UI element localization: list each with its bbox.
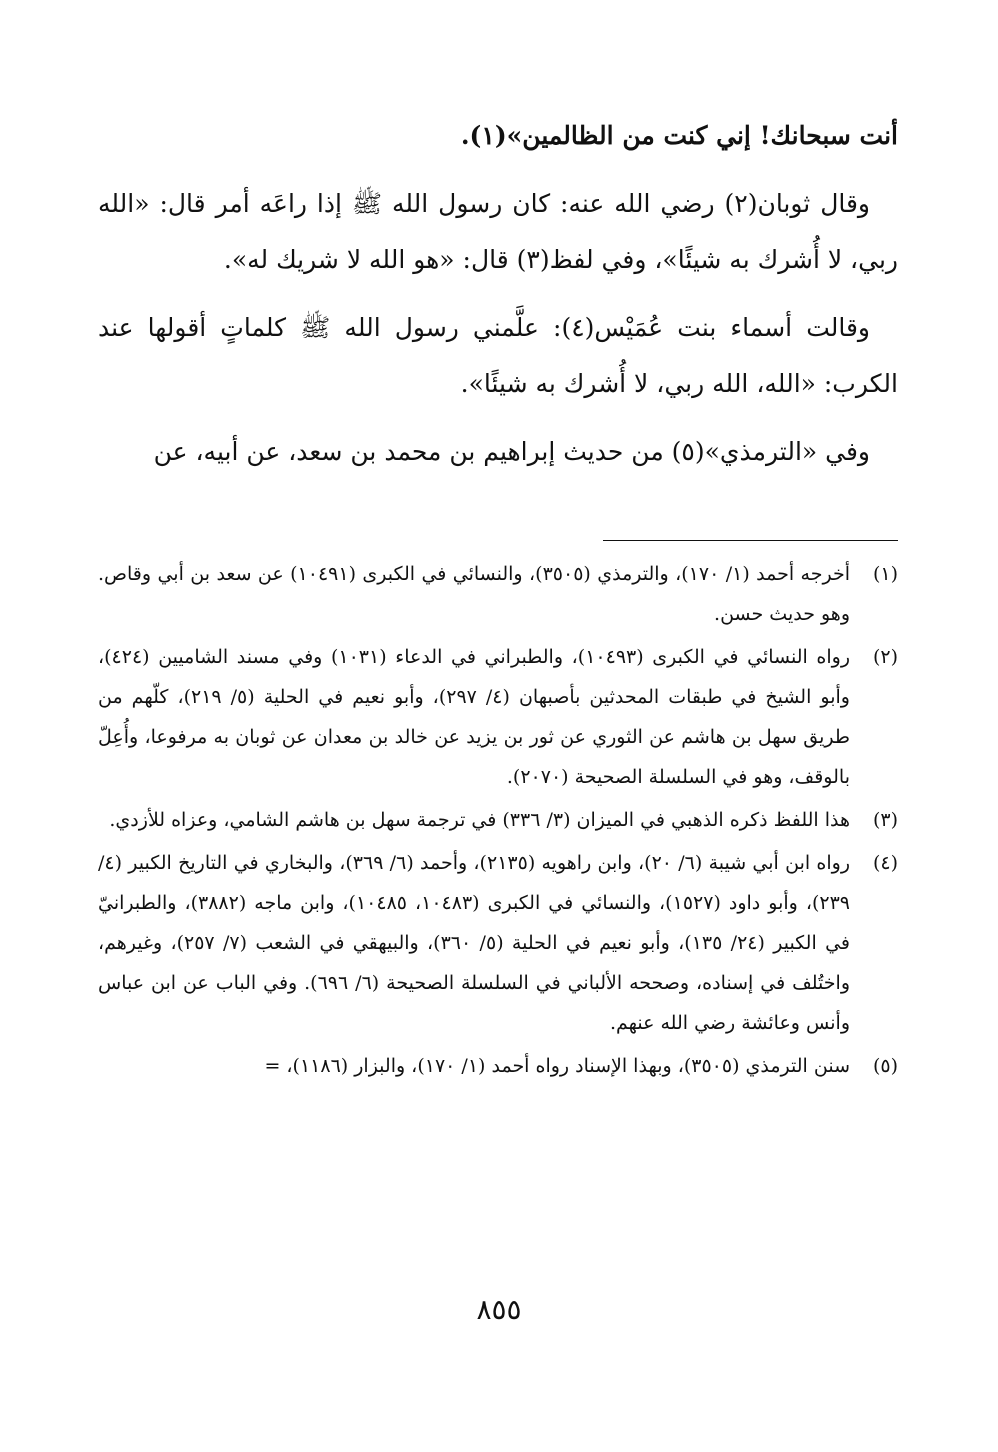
footnote-text: رواه ابن أبي شيبة (٦/ ٢٠)، وابن راهويه (٢١٣٥)، وأحمد (٦/ ٣٦٩)، والبخاري في التاريخ الكبير (٤/ ٢٣٩)، وأبو داود (١٥٢٧)، والنسائي في الكبرى (١٠٤٨٣، ١٠٤٨٥)، وابن ماجه (٣٨٨٢)، والطبرانيّ في الكبير (٢٤/ ١٣٥)، وأبو نعيم في الحلية (٥/ ٣٦٠)، والبيهقي في الشعب (٧/ ٢٥٧)، وغيرهم، واختُلف في إسناده، وصححه الألباني في السلسلة الصحيحة (٦/ ٦٩٦). وفي الباب عن ابن عباس وأنس وعائشة رضي الله عنهم. <box>98 852 850 1034</box>
footnote-5 <box>98 1046 898 1086</box>
footnote-separator <box>603 540 898 541</box>
footnote-number: (١) <box>872 563 898 585</box>
main-text <box>98 108 898 492</box>
footnote-text: سنن الترمذي (٣٥٠٥)، وبهذا الإسناد رواه أحمد (١/ ١٧٠)، والبزار (١١٨٦)، = <box>264 1055 850 1077</box>
footnote-number: (٥) <box>872 1055 898 1077</box>
footnote-number: (٤) <box>872 852 898 874</box>
footnote-text: رواه النسائي في الكبرى (١٠٤٩٣)، والطبراني في الدعاء (١٠٣١) وفي مسند الشاميين (٤٢٤)، وأبو الشيخ في طبقات المحدثين بأصبهان (٤/ ٢٩٧)، وأبو نعيم في الحلية (٥/ ٢١٩)، كلّهم من طريق سهل بن هاشم عن الثوري عن ثور بن يزيد عن خالد بن معدان عن ثوبان به مرفوعا، وأُعِلّ بالوقف، وهو في السلسلة الصحيحة (٢٠٧٠). <box>98 646 851 788</box>
footnote-text: هذا اللفظ ذكره الذهبي في الميزان (٣/ ٣٣٦) في ترجمة سهل بن هاشم الشامي، وعزاه للأزدي. <box>109 809 850 831</box>
footnote-text: أخرجه أحمد (١/ ١٧٠)، والترمذي (٣٥٠٥)، والنسائي في الكبرى (١٠٤٩١) عن سعد بن أبي وقاص. وهو حديث حسن. <box>98 563 850 625</box>
paragraph-1: أنت سبحانك! إني كنت من الظالمين»(١). <box>460 121 898 150</box>
footnote-number: (٢) <box>872 646 898 668</box>
footnote-3 <box>98 800 898 840</box>
paragraph-4: وفي «الترمذي»(٥) من حديث إبراهيم بن محمد بن سعد، عن أبيه، عن <box>153 437 870 466</box>
paragraph-2: وقال ثوبان(٢) رضي الله عنه: كان رسول الله ﷺ إذا راعَه أمر قال: «الله ربي، لا أُشرك به شيئًا»، وفي لفظ(٣) قال: «هو الله لا شريك له». <box>98 189 898 274</box>
footnote-number: (٣) <box>872 809 898 831</box>
footnotes <box>98 554 898 1089</box>
paragraph-3: وقالت أسماء بنت عُمَيْس(٤): علَّمني رسول الله ﷺ كلماتٍ أقولها عند الكرب: «الله، الله ربي، لا أُشرك به شيئًا». <box>98 313 898 398</box>
footnote-1 <box>98 554 898 634</box>
page-number: ٨٥٥ <box>476 1293 522 1326</box>
footnote-4 <box>98 843 898 1043</box>
footnote-2 <box>98 637 898 797</box>
